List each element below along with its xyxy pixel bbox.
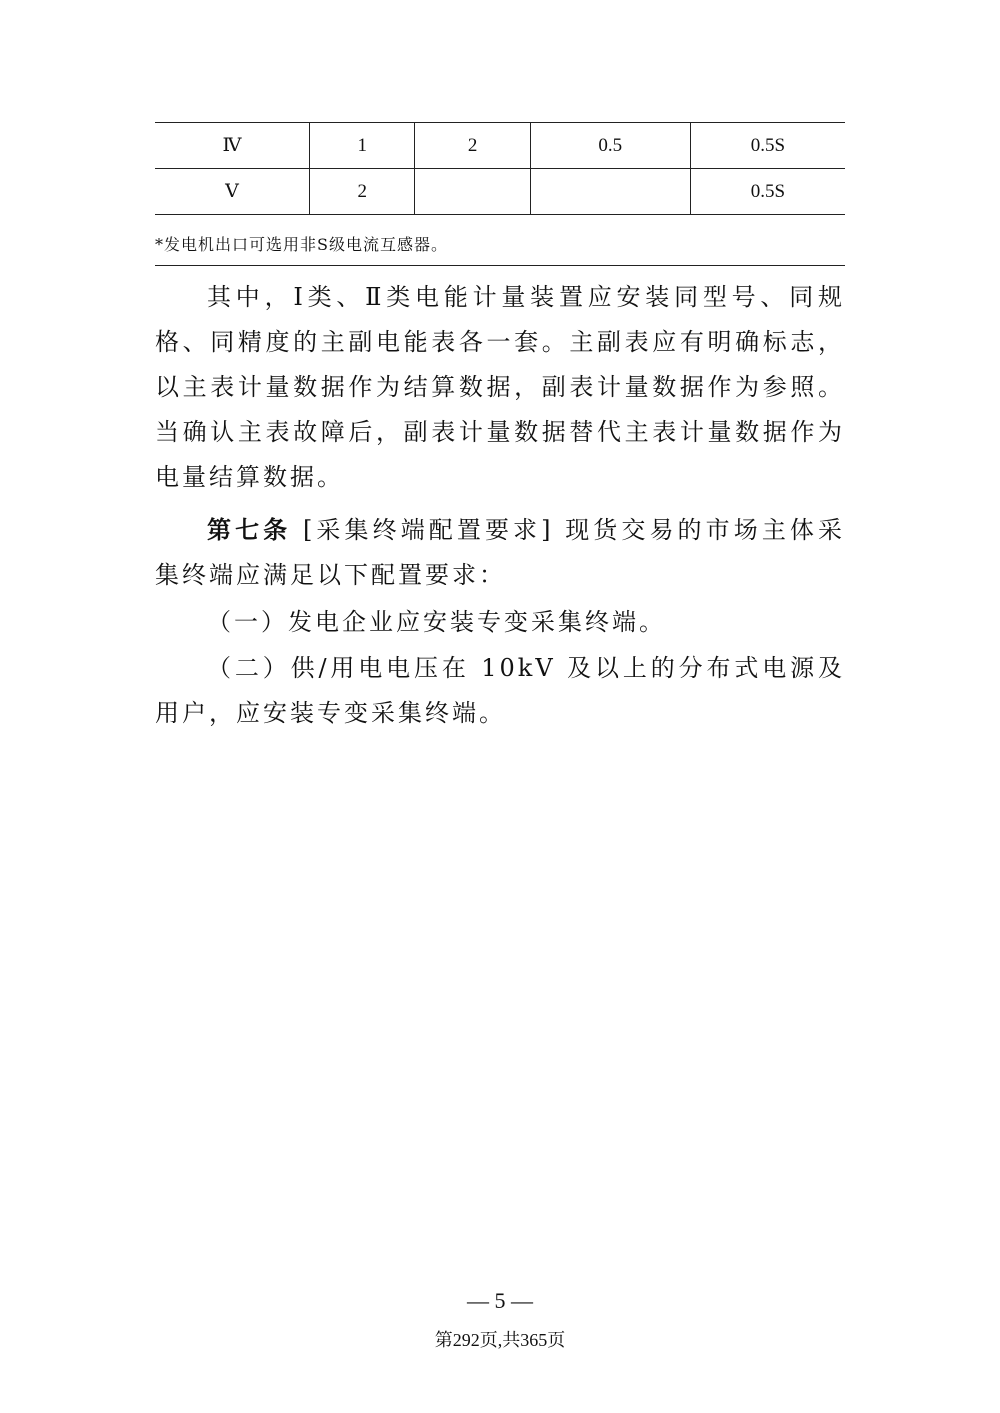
table-row [155,123,845,169]
table-cell: 0.5S [690,169,845,215]
article-heading: 第七条 [207,515,292,544]
article-tag: [采集终端配置要求] [302,516,554,544]
article-7-paragraph [155,507,845,598]
table-cell: 0.5 [530,123,690,169]
table-row [155,169,845,215]
list-item-1: （一）发电企业应安装专变采集终端。 [207,608,666,636]
paragraph-main-sub-meter: 其中，Ⅰ类、Ⅱ类电能计量装置应安装同型号、同规格、同精度的主副电能表各一套。主副表应有明确标志，以主表计量数据作为结算数据，副表计量数据作为参照。当确认主表故障后，副表计量数据替代主表计量数据作为电量结算数据。 [155,283,845,491]
page-info: 第292页,共365页 [434,1330,566,1350]
table-cell [530,169,690,215]
table-footnote: *发电机出口可选用非S级电流互感器。 [155,232,845,266]
table-cell: 2 [310,169,415,215]
metering-table [155,122,845,215]
article-text: 现货交易的市场主体采集终端应满足以下配置要求： [155,516,845,589]
table-cell [415,169,530,215]
table-cell: 0.5S [690,123,845,169]
page-number: — 5 — [467,1288,533,1313]
list-item-2: （二）供/用电电压在 10kV 及以上的分布式电源及用户，应安装专变采集终端。 [155,654,845,727]
table-cell: 2 [415,123,530,169]
table-cell: Ⅳ [155,123,310,169]
table-cell: Ⅴ [155,169,310,215]
table-cell: 1 [310,123,415,169]
